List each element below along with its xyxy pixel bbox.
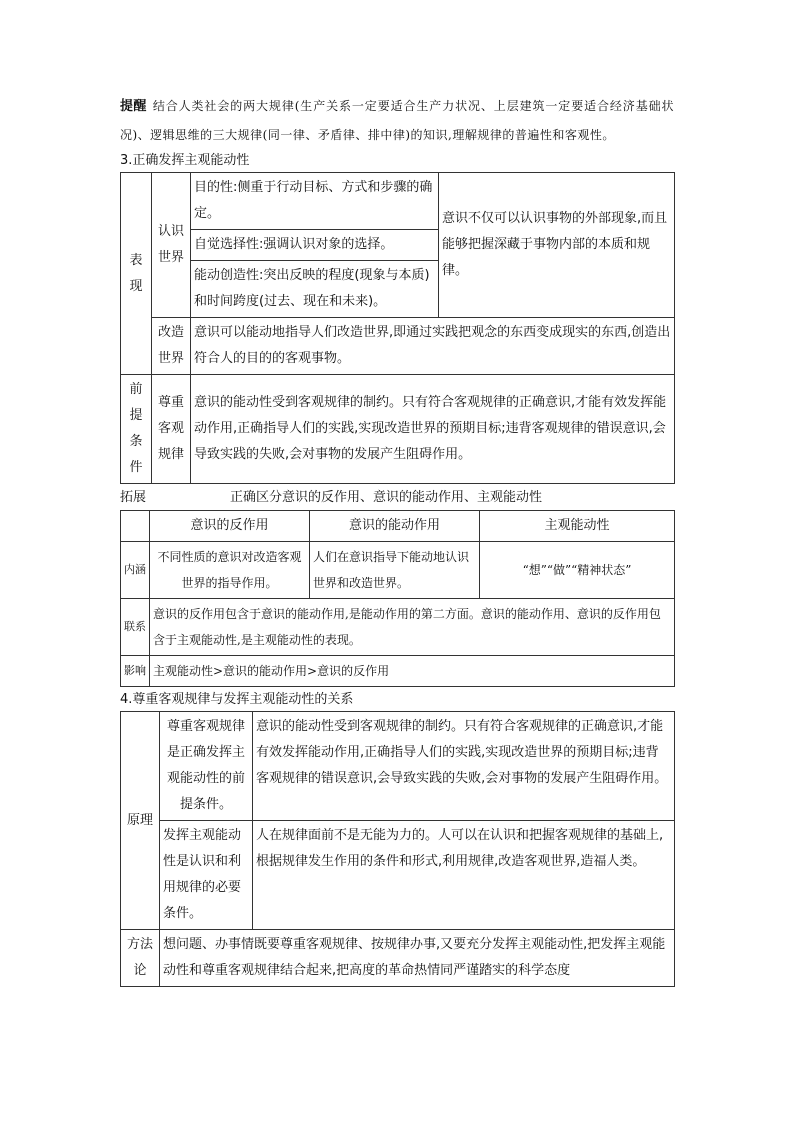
table-row — [121, 712, 675, 821]
table-cell: 人们在意识指导下能动地认识世界和改造世界。 — [310, 542, 480, 599]
table-cell: 意识的反作用包含于意识的能动作用,是能动作用的第二方面。意识的能动作用、意识的反作用包含于主观能动性,是主观能动性的表现。 — [150, 599, 675, 656]
tip-text: 结合人类社会的两大规律(生产关系一定要适合生产力状况、上层建筑一定要适合经济基础状况)、逻辑思维的三大规律(同一律、矛盾律、排中律)的知识,理解规律的普遍性和客观性。 — [120, 99, 674, 142]
row-header-biaoxian: 表现 — [121, 173, 152, 375]
table-row — [121, 599, 675, 656]
cell-creative: 能动创造性:突出反映的程度(现象与本质)和时间跨度(过去、现在和未来)。 — [191, 261, 439, 318]
cell-p1-label: 尊重客观规律是正确发挥主观能动性的前提条件。 — [160, 712, 253, 821]
cell-fangfa-desc: 想问题、办事情既要尊重客观规律、按规律办事,又要充分发挥主观能动性,把发挥主观能动性和尊重客观规律结合起来,把高度的革命热情同严谨踏实的科学态度 — [160, 930, 675, 987]
cell-p2-desc: 人在规律面前不是无能为力的。人可以在认识和把握客观规律的基础上,根据规律发生作用的条件和形式,利用规律,改造客观世界,造福人类。 — [253, 821, 675, 930]
table-cell: 主观能动性>意识的能动作用>意识的反作用 — [150, 656, 675, 687]
row-header-lianxi: 联系 — [121, 599, 150, 656]
subjective-initiative-table — [120, 172, 675, 484]
table-cell: “想”“做”“精神状态” — [480, 542, 675, 599]
cell-p2-label: 发挥主观能动性是认识和利用规律的必要条件。 — [160, 821, 253, 930]
cell-gaizao-desc: 意识可以能动地指导人们改造世界,即通过实践把观念的东西变成现实的东西,创造出符合人的目的的客观事物。 — [191, 318, 675, 375]
table-row — [121, 930, 675, 987]
table-row — [121, 375, 675, 484]
section-4-title: 4.尊重客观规律与发挥主观能动性的关系 — [120, 692, 354, 707]
comparison-table — [120, 510, 675, 687]
row-header-yuanli: 原理 — [121, 712, 160, 930]
table-cell: 不同性质的意识对改造客观世界的指导作用。 — [150, 542, 310, 599]
column-header: 主观能动性 — [480, 511, 675, 542]
cell-goal: 目的性:侧重于行动目标、方式和步骤的确定。 — [191, 173, 439, 230]
cell-p1-desc: 意识的能动性受到客观规律的制约。只有符合客观规律的正确意识,才能有效发挥能动作用,正确指导人们的实践,实现改造世界的预期目标;违背客观规律的错误意识,会导致实践的失败,会对事物的发展产生阻碍作用。 — [253, 712, 675, 821]
table-row — [121, 656, 675, 687]
extension-label: 拓展 — [120, 490, 147, 505]
relation-table — [120, 711, 675, 987]
cell-renshi-desc: 意识不仅可以认识事物的外部现象,而且能够把握深藏于事物内部的本质和规律。 — [439, 173, 675, 318]
extension-title: 正确区分意识的反作用、意识的能动作用、主观能动性 — [230, 490, 543, 505]
cell-qianti-desc: 意识的能动性受到客观规律的制约。只有符合客观规律的正确意识,才能有效发挥能动作用,正确指导人们的实践,实现改造世界的预期目标;违背客观规律的错误意识,会导致实践的失败,会对事物的发展产生阻碍作用。 — [191, 375, 675, 484]
row-header-yingxiang: 影响 — [121, 656, 150, 687]
table-row — [121, 821, 675, 930]
row-header-qianti: 前提条件 — [121, 375, 152, 484]
row-header-neihan: 内涵 — [121, 542, 150, 599]
table-row — [121, 318, 675, 375]
document-page — [120, 92, 674, 987]
section-3-title: 3.正确发挥主观能动性 — [120, 153, 250, 168]
cell-selective: 自觉选择性:强调认识对象的选择。 — [191, 230, 439, 261]
table-row — [121, 542, 675, 599]
header-empty — [121, 511, 150, 542]
column-header: 意识的反作用 — [150, 511, 310, 542]
table-row — [121, 511, 675, 542]
tip-label: 提醒 — [120, 99, 147, 114]
column-header: 意识的能动作用 — [310, 511, 480, 542]
row-header-zunzhong: 尊重客观规律 — [152, 375, 191, 484]
row-header-renshi: 认识世界 — [152, 173, 191, 318]
table-row — [121, 173, 675, 230]
tip-paragraph — [120, 92, 674, 150]
extension-heading — [120, 486, 674, 510]
row-header-gaizao: 改造世界 — [152, 318, 191, 375]
row-header-fangfa: 方法论 — [121, 930, 160, 987]
